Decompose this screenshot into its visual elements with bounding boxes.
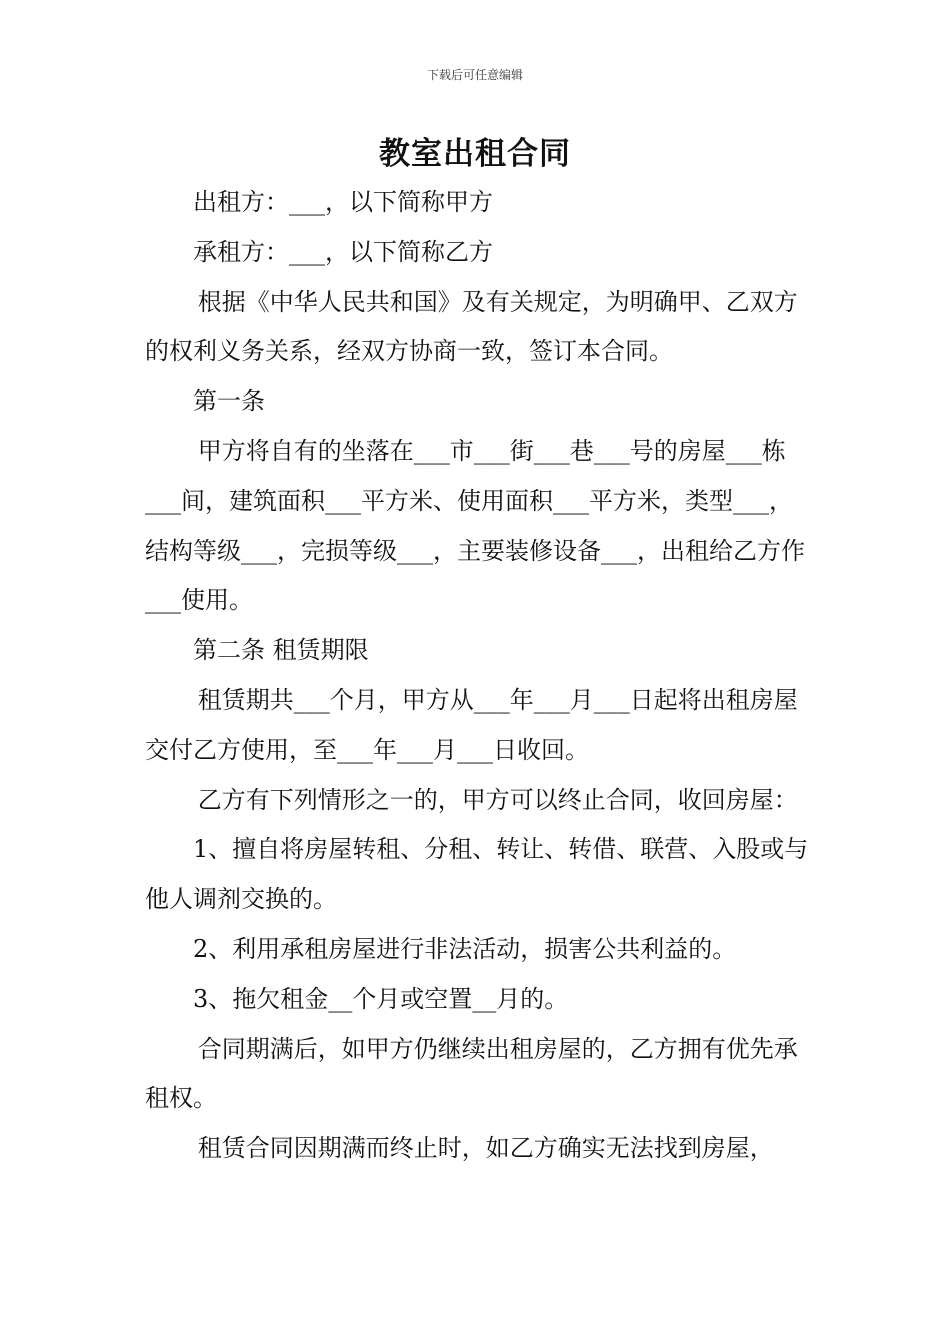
paragraph-lessor: 出租方：___，以下简称甲方 bbox=[193, 188, 493, 216]
paragraph-expiry: 租赁合同因期满而终止时，如乙方确实无法找到房屋， bbox=[197, 1134, 774, 1163]
article-2-termination-intro: 乙方有下列情形之一的，甲方可以终止合同，收回房屋： bbox=[197, 785, 798, 814]
article-2-heading: 第二条 租赁期限 bbox=[193, 636, 369, 665]
article-1-heading: 第一条 bbox=[193, 387, 265, 416]
paragraph-preamble: 根据《中华人民共和国》及有关规定，为明确甲、乙双方的权利义务关系，经双方协商一致，签订本合同。 bbox=[145, 287, 798, 366]
document-title: 教室出租合同 bbox=[379, 136, 571, 172]
article-2-term: 租赁期共___个月，甲方从___年___月___日起将出租房屋交付乙方使用，至___年___月___日收回。 bbox=[145, 685, 798, 764]
document-body bbox=[145, 178, 810, 1174]
article-1-body: 甲方将自有的坐落在___市___街___巷___号的房屋___栋___间，建筑面积___平方米、使用面积___平方米，类型___，结构等级___，完损等级___，主要装修设备___，出租给乙方作___使用。 bbox=[145, 436, 805, 615]
paragraph-lessee: 承租方：___，以下简称乙方 bbox=[193, 237, 493, 266]
termination-item-1: 1、擅自将房屋转租、分租、转让、转借、联营、入股或与他人调剂交换的。 bbox=[145, 835, 809, 914]
header-note: 下载后可任意编辑 bbox=[426, 68, 523, 82]
termination-item-2: 2、利用承租房屋进行非法活动，损害公共利益的。 bbox=[193, 934, 737, 963]
paragraph-priority-right: 合同期满后，如甲方仍继续出租房屋的，乙方拥有优先承租权。 bbox=[145, 1034, 798, 1113]
termination-item-3: 3、拖欠租金__个月或空置__月的。 bbox=[193, 984, 569, 1013]
